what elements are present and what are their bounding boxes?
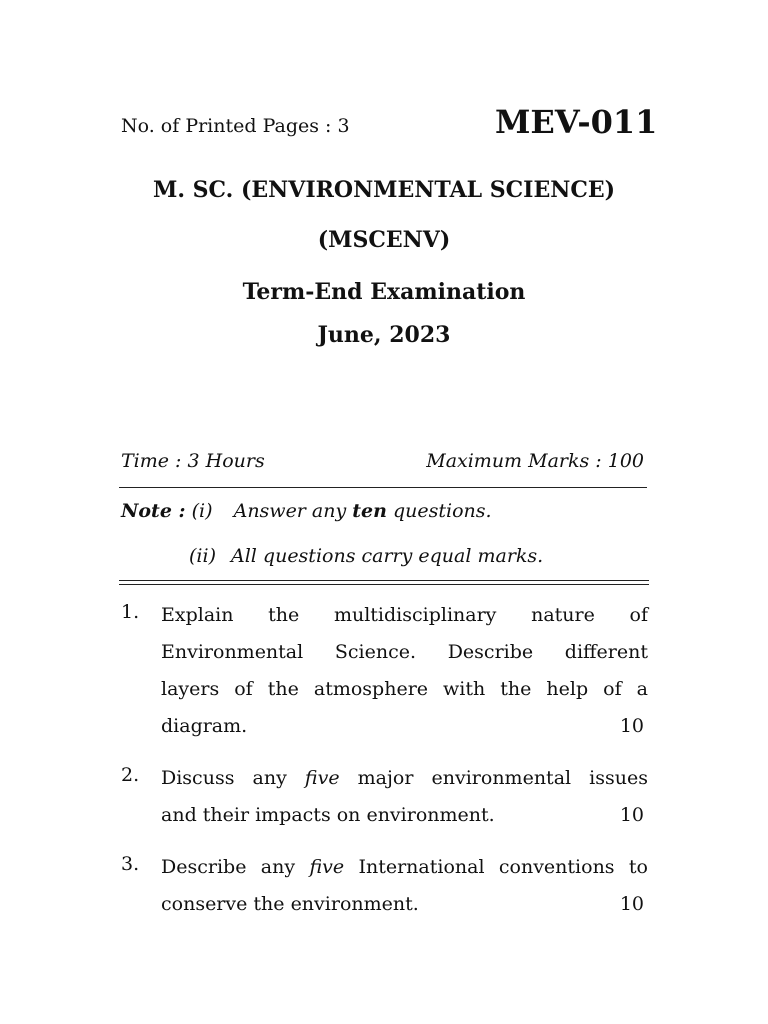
question-line: Explain the multidisciplinary nature of (161, 604, 648, 626)
question-line-text: and their impacts on environment. (161, 804, 495, 826)
question-body (161, 764, 648, 838)
question-line: Environmental Science. Describe different (161, 641, 648, 663)
question-body (161, 853, 648, 927)
question-text-pre: Describe any (161, 856, 310, 878)
note-item-number: (i) (191, 500, 213, 522)
question-marks: 10 (619, 804, 644, 826)
double-divider-line (119, 580, 649, 585)
question-line (161, 853, 648, 890)
maximum-marks: Maximum Marks : 100 (426, 450, 644, 472)
note-item-number: (ii) (189, 545, 216, 567)
exam-title: Term-End Examination (242, 279, 526, 305)
note-emphasis: ten (352, 500, 387, 522)
question-line-text: conserve the environment. (161, 893, 419, 915)
question-number: 3. (121, 853, 140, 875)
question-line-last (161, 890, 648, 927)
question-body (161, 601, 648, 749)
note-item-2 (189, 545, 543, 567)
note-text: All questions carry equal marks. (231, 545, 544, 567)
program-title: M. SC. (ENVIRONMENTAL SCIENCE) (152, 177, 616, 203)
program-code: (MSCENV) (317, 227, 451, 253)
note-item-1 (121, 500, 492, 522)
question-emphasis: five (304, 767, 340, 789)
divider-line (119, 487, 647, 488)
exam-date: June, 2023 (317, 322, 451, 348)
question-marks: 10 (619, 893, 644, 915)
note-label: Note : (121, 500, 186, 522)
question-emphasis: five (309, 856, 345, 878)
question-line-last (161, 712, 648, 749)
question-marks: 10 (619, 715, 644, 737)
question-line (161, 764, 648, 801)
question-line-last (161, 801, 648, 838)
question-line: layers of the atmosphere with the help of a (161, 678, 648, 700)
question-text-post: International conventions to (344, 856, 648, 878)
question-number: 1. (121, 601, 140, 623)
paper-code: MEV-011 (495, 103, 658, 141)
exam-time: Time : 3 Hours (121, 450, 265, 472)
note-text-pre: Answer any (233, 500, 353, 522)
question-text-post: major environmental issues (339, 767, 648, 789)
note-text-post: questions. (386, 500, 492, 522)
printed-pages: No. of Printed Pages : 3 (121, 115, 350, 137)
question-text-pre: Discuss any (161, 767, 305, 789)
question-line-text: diagram. (161, 715, 248, 737)
question-number: 2. (121, 764, 140, 786)
